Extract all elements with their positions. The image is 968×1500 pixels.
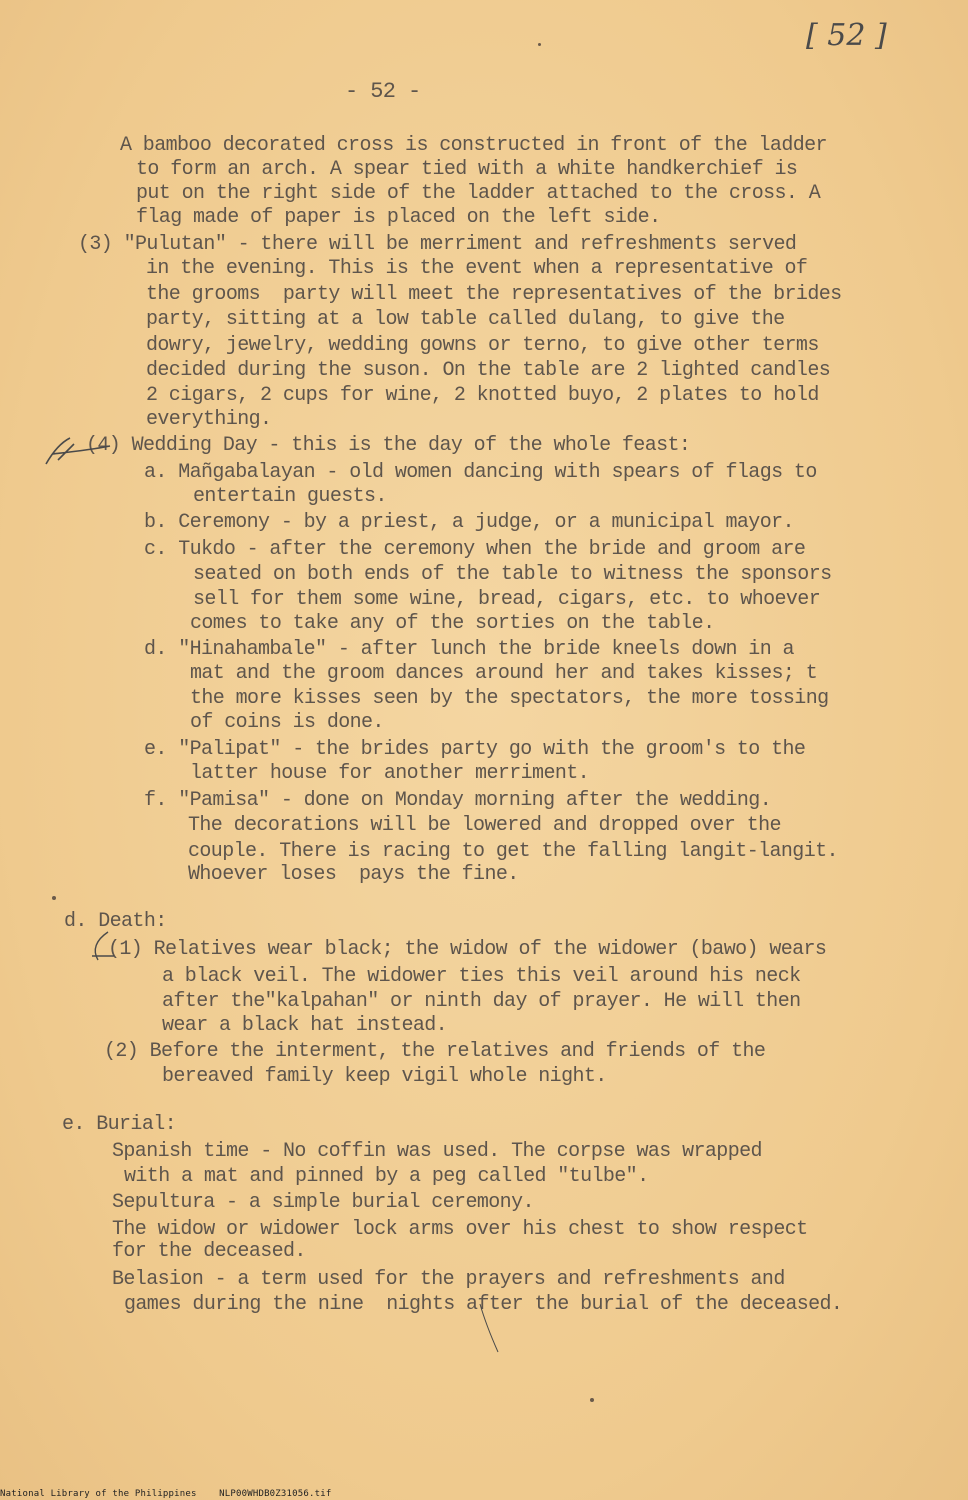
text-line: latter house for another merriment. xyxy=(190,762,590,785)
text-line: (2) Before the interment, the relatives and friends of the xyxy=(104,1040,766,1063)
text-line: games during the nine nights after the burial of the deceased. xyxy=(124,1293,843,1316)
text-line: comes to take any of the sorties on the table. xyxy=(190,612,715,635)
handwritten-page-reference: [ 52 ] xyxy=(806,18,887,53)
text-line: Sepultura - a simple burial ceremony. xyxy=(112,1191,534,1214)
text-line: for the deceased. xyxy=(112,1240,306,1263)
text-line: The widow or widower lock arms over his chest to show respect xyxy=(112,1218,808,1241)
text-line: 2 cigars, 2 cups for wine, 2 knotted buyo, 2 plates to hold xyxy=(146,384,819,407)
text-line: wear a black hat instead. xyxy=(162,1014,448,1037)
section-heading: d. Death: xyxy=(64,910,167,933)
ink-speck xyxy=(538,43,541,46)
ink-speck xyxy=(52,896,56,900)
text-line: everything. xyxy=(146,408,272,431)
page-number: - 52 - xyxy=(345,79,421,104)
text-line: b. Ceremony - by a priest, a judge, or a municipal mayor. xyxy=(144,511,794,534)
text-line: put on the right side of the ladder attached to the cross. A xyxy=(136,182,821,205)
text-line: Spanish time - No coffin was used. The corpse was wrapped xyxy=(112,1140,762,1163)
text-line: The decorations will be lowered and dropped over the xyxy=(188,814,781,837)
text-line: c. Tukdo - after the ceremony when the bride and groom are xyxy=(144,538,806,561)
text-line: (1) Relatives wear black; the widow of the widower (bawo) wears xyxy=(108,938,827,961)
text-line: dowry, jewelry, wedding gowns or terno, to give other terms xyxy=(146,334,819,357)
text-line: the more kisses seen by the spectators, the more tossing xyxy=(190,687,829,710)
section-heading: e. Burial: xyxy=(62,1113,177,1136)
pencil-mark-icon xyxy=(476,1300,506,1360)
text-line: d. "Hinahambale" - after lunch the bride kneels down in a xyxy=(144,638,794,661)
text-line: to form an arch. A spear tied with a white handkerchief is xyxy=(136,158,798,181)
pencil-mark-icon xyxy=(86,926,126,966)
text-line: in the evening. This is the event when a representative of xyxy=(146,257,808,280)
text-line: party, sitting at a low table called dulang, to give the xyxy=(146,308,785,331)
text-line: seated on both ends of the table to witness the sponsors xyxy=(193,563,832,586)
ink-speck xyxy=(590,1398,594,1402)
text-line: (3) "Pulutan" - there will be merriment and refreshments served xyxy=(78,233,797,256)
text-line: bereaved family keep vigil whole night. xyxy=(162,1065,607,1088)
text-line: f. "Pamisa" - done on Monday morning after the wedding. xyxy=(144,789,772,812)
text-line: (4) Wedding Day - this is the day of the whole feast: xyxy=(86,434,691,457)
text-line: a black veil. The widower ties this veil around his neck xyxy=(162,965,801,988)
text-line: flag made of paper is placed on the left side. xyxy=(136,206,661,229)
text-line: after the"kalpahan" or ninth day of prayer. He will then xyxy=(162,990,801,1013)
text-line: a. Mañgabalayan - old women dancing with spears of flags to xyxy=(144,461,817,484)
archive-footer: National Library of the Philippines NLP00WHDB0Z31056.tif xyxy=(0,1489,332,1499)
text-line: sell for them some wine, bread, cigars, etc. to whoever xyxy=(193,588,821,611)
pencil-mark-icon xyxy=(40,430,120,470)
text-line: couple. There is racing to get the falling langit-langit. xyxy=(188,840,838,863)
text-line: the grooms party will meet the representatives of the brides xyxy=(146,283,842,306)
text-line: entertain guests. xyxy=(193,485,387,508)
text-line: of coins is done. xyxy=(190,711,384,734)
text-line: Whoever loses pays the fine. xyxy=(188,863,519,886)
text-line: with a mat and pinned by a peg called "tulbe". xyxy=(124,1165,649,1188)
text-line: Belasion - a term used for the prayers and refreshments and xyxy=(112,1268,785,1291)
text-line: decided during the suson. On the table are 2 lighted candles xyxy=(146,359,831,382)
text-line: e. "Palipat" - the brides party go with the groom's to the xyxy=(144,738,806,761)
text-line: mat and the groom dances around her and takes kisses; t xyxy=(190,662,818,685)
text-line: A bamboo decorated cross is constructed in front of the ladder xyxy=(120,134,827,157)
